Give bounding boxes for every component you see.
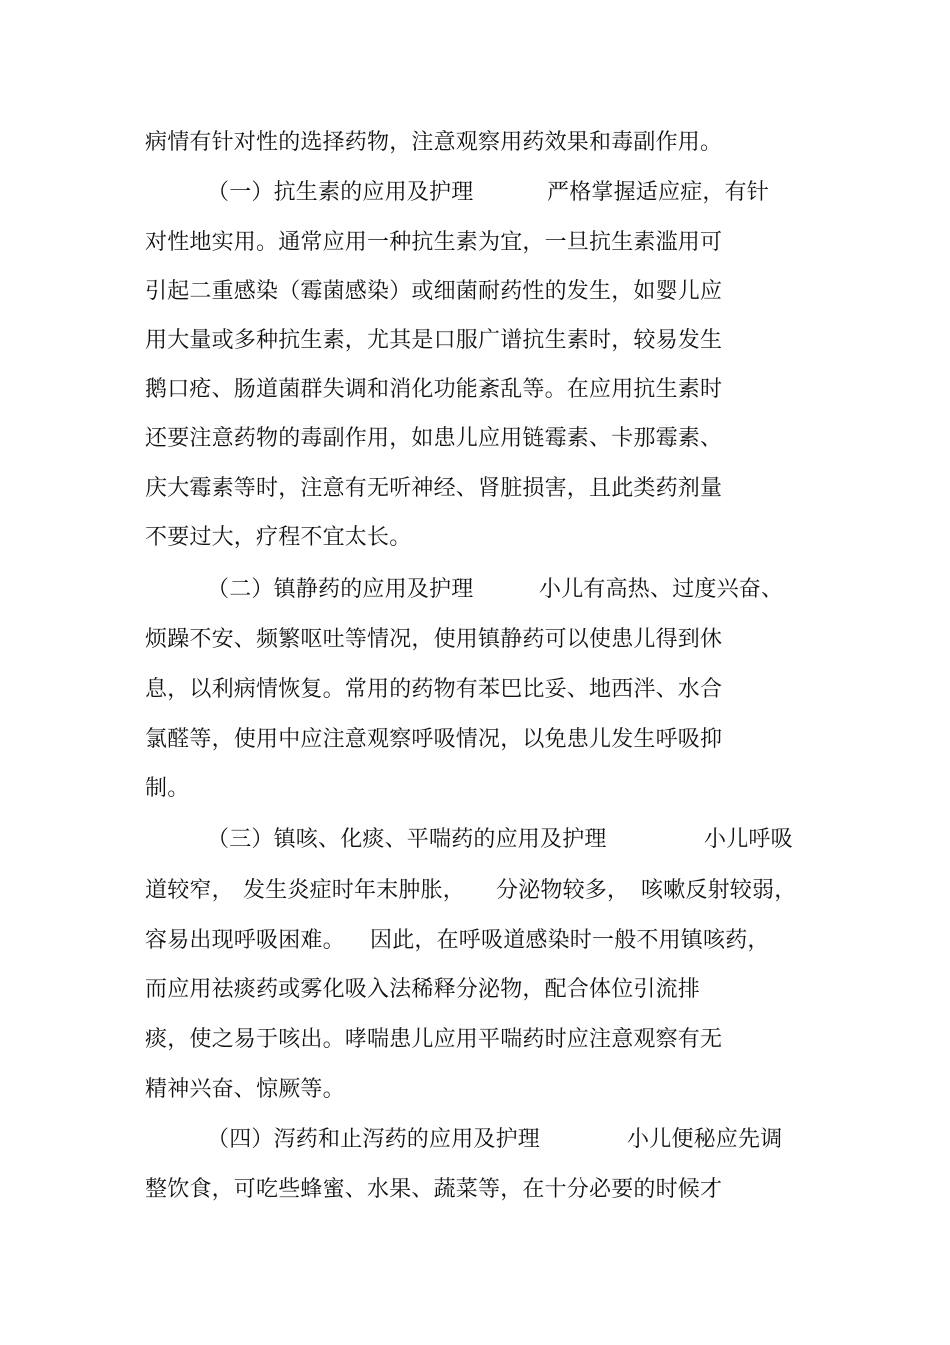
text-line: 引起二重感染（霉菌感染）或细菌耐药性的发生，如婴儿应	[145, 279, 723, 304]
text-line: 病情有针对性的选择药物，注意观察用药效果和毒副作用。	[145, 130, 723, 155]
text-line: 不要过大，疗程不宜太长。	[145, 525, 412, 550]
text-line: 对性地实用。通常应用一种抗生素为宜，一旦抗生素滥用可	[145, 230, 723, 255]
text-line: 制。	[145, 776, 190, 801]
text-segment: 咳嗽反射较弱，	[641, 878, 797, 903]
text-segment: 小儿呼吸	[704, 827, 793, 852]
text-segment: 分泌物较多，	[496, 878, 630, 903]
text-line: 庆大霉素等时，注意有无听神经、肾脏损害，且此类药剂量	[145, 476, 723, 501]
text-line: 整饮食，可吃些蜂蜜、水果、蔬菜等，在十分必要的时候才	[145, 1177, 723, 1202]
section-title: （四）泻药和止泻药的应用及护理	[207, 1127, 541, 1152]
text-line: 鹅口疮、肠道菌群失调和消化功能紊乱等。在应用抗生素时	[145, 377, 723, 402]
text-line: 烦躁不安、频繁呕吐等情况，使用镇静药可以使患儿得到休	[145, 627, 723, 652]
text-line: 还要注意药物的毒副作用，如患儿应用链霉素、卡那霉素、	[145, 426, 723, 451]
text-segment: 小儿有高热、过度兴奋、	[539, 577, 784, 602]
text-segment: 容易出现呼吸困难。	[145, 928, 345, 953]
section-title: （一）抗生素的应用及护理	[207, 180, 474, 205]
section-title: （三）镇咳、化痰、平喘药的应用及护理	[207, 827, 607, 852]
text-segment: 道较窄，	[145, 878, 234, 903]
text-segment: 严格掌握适应症，有针	[547, 180, 770, 205]
text-segment: 发生炎症时年末肿胀，	[243, 878, 466, 903]
text-line: 而应用祛痰药或雾化吸入法稀释分泌物，配合体位引流排	[145, 977, 701, 1002]
text-segment: 因此，在呼吸道感染时一般不用镇咳药，	[370, 928, 770, 953]
section-title: （二）镇静药的应用及护理	[207, 577, 474, 602]
text-line: 用大量或多种抗生素，尤其是口服广谱抗生素时，较易发生	[145, 328, 723, 353]
text-line: 氯醛等，使用中应注意观察呼吸情况，以免患儿发生呼吸抑	[145, 727, 723, 752]
text-line: 息，以利病情恢复。常用的药物有苯巴比妥、地西泮、水合	[145, 677, 723, 702]
text-segment: 小儿便秘应先调	[627, 1127, 783, 1152]
text-line: 痰，使之易于咳出。哮喘患儿应用平喘药时应注意观察有无	[145, 1027, 723, 1052]
text-line: 精神兴奋、惊厥等。	[145, 1077, 345, 1102]
